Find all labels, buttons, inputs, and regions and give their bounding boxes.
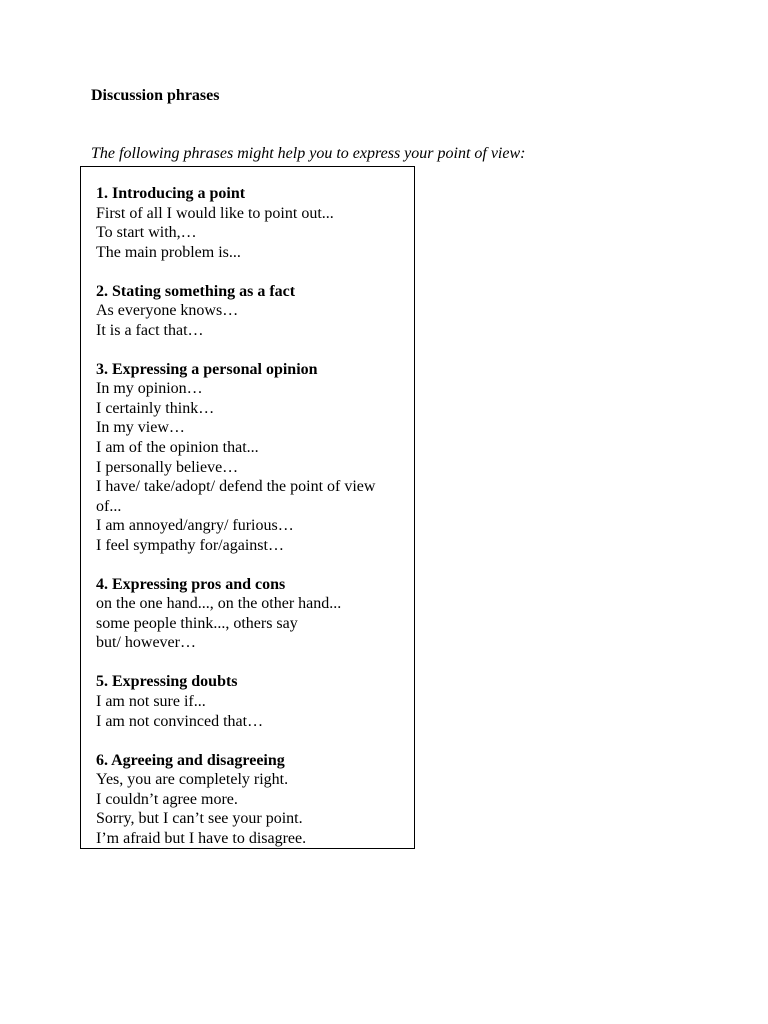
section-expressing-doubts xyxy=(96,672,416,731)
phrase-line: I am annoyed/angry/ furious… xyxy=(96,517,294,535)
phrase-line: Yes, you are completely right. xyxy=(96,771,289,789)
phrase-line: To start with,… xyxy=(96,224,197,242)
section-heading: 1. Introducing a point xyxy=(96,185,246,202)
phrase-line: I certainly think… xyxy=(96,399,215,417)
phrase-line: The main problem is... xyxy=(96,243,241,261)
phrase-line: First of all I would like to point out... xyxy=(96,204,334,222)
phrase-line: It is a fact that… xyxy=(96,321,204,339)
phrase-line: but/ however… xyxy=(96,634,196,652)
phrase-line: I personally believe… xyxy=(96,458,239,476)
section-stating-a-fact xyxy=(96,282,416,341)
intro-text: The following phrases might help you to express your point of view: xyxy=(91,145,526,162)
phrase-line: In my view… xyxy=(96,419,185,437)
phrase-line: As everyone knows… xyxy=(96,302,239,320)
section-heading: 2. Stating something as a fact xyxy=(96,282,296,300)
document-title: Discussion phrases xyxy=(91,87,220,104)
phrase-line: some people think..., others say xyxy=(96,614,298,632)
section-heading: 5. Expressing doubts xyxy=(96,673,238,691)
phrase-line: I am of the opinion that... xyxy=(96,439,259,457)
section-pros-and-cons xyxy=(96,575,416,653)
section-heading: 3. Expressing a personal opinion xyxy=(96,360,318,378)
phrases-list xyxy=(96,184,416,848)
section-heading: 4. Expressing pros and cons xyxy=(96,575,286,593)
phrase-line: I am not sure if... xyxy=(96,693,206,711)
phrase-line: of... xyxy=(96,497,122,515)
section-personal-opinion xyxy=(96,360,416,555)
phrase-line: I am not convinced that… xyxy=(96,712,264,730)
section-agreeing-disagreeing xyxy=(96,751,416,849)
phrase-line: I’m afraid but I have to disagree. xyxy=(96,829,307,847)
phrase-line: I feel sympathy for/against… xyxy=(96,536,284,554)
phrase-line: I have/ take/adopt/ defend the point of view xyxy=(96,478,376,496)
section-heading: 6. Agreeing and disagreeing xyxy=(96,751,285,769)
section-introducing-a-point xyxy=(96,184,416,262)
phrase-line: In my opinion… xyxy=(96,380,203,398)
phrase-line: on the one hand..., on the other hand... xyxy=(96,595,342,613)
phrase-line: I couldn’t agree more. xyxy=(96,790,238,808)
phrase-line: Sorry, but I can’t see your point. xyxy=(96,810,303,828)
